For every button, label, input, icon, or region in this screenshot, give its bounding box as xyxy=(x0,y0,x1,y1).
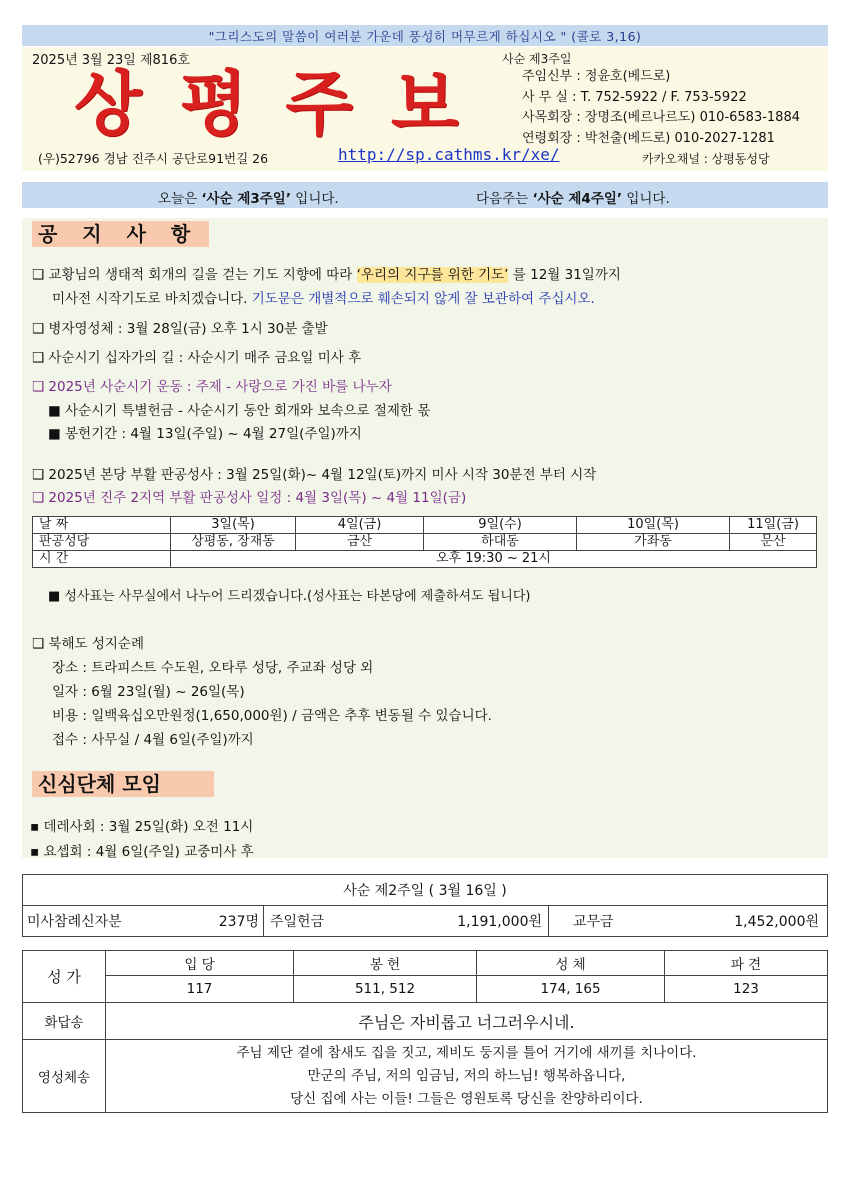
table-cell: 3일(목) xyxy=(171,517,296,534)
stats-value: 1,191,000원 xyxy=(371,906,549,937)
notice-text: 2025년 진주 2지역 부활 판공성사 일정 : 4월 3일(목) ~ 4월 11일(금) xyxy=(48,490,467,506)
pilgrim-detail: 접수 : 사무실 / 4월 6일(주일)까지 xyxy=(52,732,254,748)
table-row xyxy=(23,1040,828,1113)
notice-item xyxy=(32,632,144,652)
next-suffix: 입니다. xyxy=(622,191,670,207)
table-row xyxy=(23,906,828,937)
next-name: ‘사순 제4주일’ xyxy=(532,191,623,207)
next-week xyxy=(476,187,670,207)
stats-value: 1,452,000원 xyxy=(654,906,828,937)
staff-role: 사목회장 xyxy=(522,110,573,125)
table-row xyxy=(23,1003,828,1040)
confession-schedule-table xyxy=(32,516,817,568)
notice-text: 사순시기 특별헌금 - 사순시기 동안 회개와 보속으로 절제한 몫 xyxy=(65,403,431,419)
communion-line: 주님 제단 곁에 참새도 집을 짓고, 제비도 둥지를 틀어 거기에 새끼를 치나이다. xyxy=(236,1044,697,1061)
hymn-header: 봉 헌 xyxy=(294,951,477,976)
table-cell: 9일(수) xyxy=(424,517,577,534)
title-char: 평 xyxy=(179,63,286,145)
checkbox-icon: ❑ xyxy=(32,267,49,283)
stats-label: 교무금 xyxy=(549,906,655,937)
checkbox-icon: ❑ xyxy=(32,350,49,366)
address: (우)52796 경남 진주시 공단로91번길 26 xyxy=(38,151,269,166)
title-char: 주 xyxy=(285,63,391,145)
pilgrim-detail: 일자 : 6월 23일(월) ~ 26일(목) xyxy=(52,684,245,700)
table-cell: 시 간 xyxy=(33,551,171,568)
notice-title: 공 지 사 항 xyxy=(32,221,209,247)
square-bullet-icon: ■ xyxy=(48,403,66,419)
header-verse: "그리스도의 말씀이 여러분 가운데 풍성히 머무르게 하십시오 " (콜로 3,16) xyxy=(22,25,828,46)
today-week xyxy=(158,187,339,207)
table-row xyxy=(33,534,817,551)
checkbox-icon: ❑ xyxy=(32,321,49,337)
stats-table xyxy=(22,874,828,937)
staff-role: 사 무 실 xyxy=(522,89,568,105)
communion-label: 영성체송 xyxy=(23,1040,106,1113)
notice-section xyxy=(22,218,828,858)
stats-label: 주일헌금 xyxy=(264,906,372,937)
table-cell: 상평동, 장재동 xyxy=(171,534,296,551)
staff-value: 정윤호(베드로) xyxy=(584,69,671,84)
notice-subitem xyxy=(48,399,430,419)
table-row xyxy=(33,551,817,568)
today-suffix: 입니다. xyxy=(290,191,339,207)
table-row xyxy=(23,875,828,906)
checkbox-icon: ❑ xyxy=(32,490,49,506)
today-name: ‘사순 제3주일’ xyxy=(201,191,291,207)
table-cell: 하대동 xyxy=(424,534,577,551)
notice-subitem xyxy=(48,585,530,604)
group-item xyxy=(30,815,253,835)
staff-value: T. 752-5922 / F. 753-5922 xyxy=(580,89,747,105)
notice-text: 병자영성체 : 3월 28일(금) 오후 1시 30분 출발 xyxy=(48,321,328,337)
staff-value: 박천출(베드로) 010-2027-1281 xyxy=(584,130,775,146)
hymn-header: 성 체 xyxy=(477,951,665,976)
hymn-table xyxy=(22,950,828,1113)
notice-text: 사순시기 십자가의 길 : 사순시기 매주 금요일 미사 후 xyxy=(48,350,362,366)
group-text: 요셉회 : 4월 6일(주일) 교중미사 후 xyxy=(43,844,254,860)
masthead xyxy=(22,47,828,171)
table-cell: 4일(금) xyxy=(296,517,424,534)
newsletter-title xyxy=(74,59,497,149)
table-cell: 10일(목) xyxy=(577,517,730,534)
notice-text: 교황님의 생태적 회개의 길을 걷는 기도 지향에 따라 xyxy=(48,267,357,283)
response-label: 화답송 xyxy=(23,1003,106,1040)
pilgrim-detail: 비용 : 일백육십오만원정(1,650,000원) / 금액은 추후 변동될 수 있습니다. xyxy=(52,708,492,724)
today-prefix: 오늘은 xyxy=(158,191,202,207)
table-cell: 날 짜 xyxy=(33,517,171,534)
notice-item xyxy=(32,346,361,366)
stats-value: 237명 xyxy=(158,906,264,937)
hymn-header: 파 견 xyxy=(665,951,828,976)
notice-item xyxy=(32,317,328,337)
staff-sep: : xyxy=(572,110,585,125)
table-cell: 문산 xyxy=(730,534,817,551)
website-link[interactable]: http://sp.cathms.kr/xe/ xyxy=(338,145,560,164)
staff-sep: : xyxy=(572,69,585,84)
notice-item-cont xyxy=(52,287,595,307)
hymn-number: 117 xyxy=(106,976,294,1003)
notice-item xyxy=(32,263,621,283)
issue-info: 2025년 3월 23일 제816호 xyxy=(32,53,190,68)
staff-row xyxy=(522,129,800,150)
checkbox-icon: ❑ xyxy=(32,467,49,483)
notice-item xyxy=(32,375,392,395)
notice-subitem xyxy=(48,422,362,442)
title-char: 상 xyxy=(74,63,180,145)
hymn-number: 123 xyxy=(665,976,828,1003)
pilgrim-detail: 장소 : 트라피스트 수도원, 오타루 성당, 주교좌 성당 외 xyxy=(52,660,374,676)
table-row xyxy=(23,951,828,976)
staff-role: 연령회장 xyxy=(522,130,573,146)
notice-text: 북해도 성지순례 xyxy=(48,636,144,652)
kakao-channel: 카카오채널 : 상평동성당 xyxy=(642,152,770,166)
staff-row xyxy=(522,108,800,129)
hymn-number: 511, 512 xyxy=(294,976,477,1003)
table-row xyxy=(23,976,828,1003)
stats-title: 사순 제2주일 ( 3월 16일 ) xyxy=(23,875,828,906)
communion-text xyxy=(106,1040,828,1113)
notice-text: 성사표는 사무실에서 나누어 드리겠습니다.(성사표는 타본당에 제출하셔도 됩니다) xyxy=(64,589,531,604)
checkbox-icon: ❑ xyxy=(32,636,49,652)
staff-sep: : xyxy=(567,89,581,105)
bullet-icon: ▪ xyxy=(30,844,44,860)
communion-line: 만군의 주님, 저의 임금님, 저의 하느님! 행복하옵니다, xyxy=(307,1067,626,1084)
table-cell: 11일(금) xyxy=(730,517,817,534)
notice-item xyxy=(32,463,596,483)
bullet-icon: ▪ xyxy=(30,819,44,835)
hymn-header: 입 당 xyxy=(106,951,294,976)
table-cell: 오후 19:30 ~ 21시 xyxy=(171,551,817,568)
staff-sep: : xyxy=(572,130,585,146)
notice-item xyxy=(32,486,466,506)
staff-value: 장명조(베르나르도) 010-6583-1884 xyxy=(584,110,800,125)
groups-title: 신심단체 모임 xyxy=(32,771,214,797)
group-text: 데레사회 : 3월 25일(화) 오전 11시 xyxy=(43,819,254,835)
notice-text: 미사전 시작기도로 바치겠습니다. xyxy=(52,291,252,307)
response-text: 주님은 자비롭고 너그러우시네. xyxy=(106,1003,828,1040)
notice-emphasis: 기도문은 개별적으로 훼손되지 않게 잘 보관하여 주십시오. xyxy=(251,291,595,307)
notice-text: 2025년 사순시기 운동 : 주제 - 사랑으로 가진 바를 나누자 xyxy=(48,379,392,395)
notice-highlight: ‘우리의 지구를 위한 기도’ xyxy=(356,267,509,283)
staff-row xyxy=(522,67,800,88)
staff-row xyxy=(522,88,800,109)
notice-text: 봉헌기간 : 4월 13일(주일) ~ 4월 27일(주일)까지 xyxy=(65,426,362,442)
checkbox-icon: ❑ xyxy=(32,379,49,395)
hymn-number: 174, 165 xyxy=(477,976,665,1003)
table-cell: 가좌동 xyxy=(577,534,730,551)
group-item xyxy=(30,840,254,860)
hymn-label: 성 가 xyxy=(23,951,106,1003)
square-bullet-icon: ■ xyxy=(48,589,65,604)
stats-label: 미사참례신자분 xyxy=(23,906,159,937)
square-bullet-icon: ■ xyxy=(48,426,66,442)
staff-role: 주임신부 xyxy=(522,69,573,84)
title-char: 보 xyxy=(390,63,497,145)
table-row xyxy=(33,517,817,534)
table-cell: 금산 xyxy=(296,534,424,551)
notice-text: 를 12월 31일까지 xyxy=(508,267,621,283)
week-bar xyxy=(22,182,828,208)
communion-line: 당신 집에 사는 이들! 그들은 영원토록 당신을 찬양하리이다. xyxy=(290,1090,643,1107)
staff-list xyxy=(522,67,800,149)
table-cell: 판공성당 xyxy=(33,534,171,551)
season-label: 사순 제3주일 xyxy=(502,52,572,66)
next-prefix: 다음주는 xyxy=(476,191,533,207)
notice-text: 2025년 본당 부활 판공성사 : 3월 25일(화)~ 4월 12일(토)까지 미사 시작 30분전 부터 시작 xyxy=(48,467,597,483)
